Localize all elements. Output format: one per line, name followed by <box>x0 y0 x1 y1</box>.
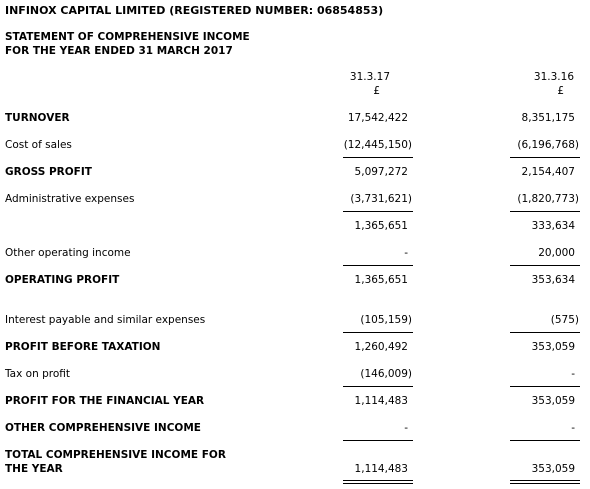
value-2016: (575) <box>550 314 579 326</box>
value-2017: 1,114,483 <box>354 463 408 475</box>
value-2017: 1,365,651 <box>354 274 408 286</box>
row-label: OPERATING PROFIT <box>5 274 120 286</box>
row-label: Administrative expenses <box>5 193 135 205</box>
row-total-comprehensive-income <box>0 462 590 478</box>
value-2016: 353,634 <box>531 274 575 286</box>
column-header-2016 <box>514 70 574 98</box>
row-label-line2: THE YEAR <box>5 463 63 475</box>
value-2016: 353,059 <box>531 395 575 407</box>
rule <box>343 211 413 212</box>
value-2017: - <box>404 247 408 259</box>
row-label: GROSS PROFIT <box>5 166 92 178</box>
value-2016: 333,634 <box>531 220 575 232</box>
value-2016: 8,351,175 <box>521 112 575 124</box>
value-2016: - <box>571 368 575 380</box>
value-2017: (3,731,621) <box>350 193 412 205</box>
value-2017: - <box>404 422 408 434</box>
row-operating-profit <box>0 273 590 289</box>
row-label: Interest payable and similar expenses <box>5 314 206 326</box>
row-label: Tax on profit <box>5 368 70 380</box>
row-label: PROFIT FOR THE FINANCIAL YEAR <box>5 395 205 407</box>
rule <box>510 265 580 266</box>
row-other-comprehensive-income <box>0 421 590 437</box>
row-administrative-expenses <box>0 192 590 208</box>
value-2017: 1,260,492 <box>354 341 408 353</box>
row-label-line1: TOTAL COMPREHENSIVE INCOME FOR <box>5 449 226 461</box>
value-2016: 353,059 <box>531 341 575 353</box>
row-tax-on-profit <box>0 367 590 383</box>
double-rule <box>343 480 413 484</box>
row-label: PROFIT BEFORE TAXATION <box>5 341 161 353</box>
row-label: TURNOVER <box>5 112 70 124</box>
value-2016: 353,059 <box>531 463 575 475</box>
rule <box>510 386 580 387</box>
value-2016: (1,820,773) <box>517 193 579 205</box>
rule <box>510 440 580 441</box>
column-date: 31.3.16 <box>533 71 574 83</box>
statement-title <box>5 30 250 58</box>
row-profit-before-taxation <box>0 340 590 356</box>
column-header-2017 <box>330 70 390 98</box>
row-gross-profit <box>0 165 590 181</box>
column-currency: £ <box>557 85 564 97</box>
rule <box>510 211 580 212</box>
value-2016: 20,000 <box>538 247 575 259</box>
row-subtotal <box>0 219 590 235</box>
rule <box>343 332 413 333</box>
value-2017: 17,542,422 <box>347 112 408 124</box>
row-cost-of-sales <box>0 138 590 154</box>
rule <box>343 386 413 387</box>
column-date: 31.3.17 <box>349 71 390 83</box>
value-2017: 1,365,651 <box>354 220 408 232</box>
double-rule <box>510 480 580 484</box>
value-2016: - <box>571 422 575 434</box>
rule <box>343 265 413 266</box>
row-turnover <box>0 111 590 127</box>
value-2017: (105,159) <box>360 314 412 326</box>
row-profit-for-financial-year <box>0 394 590 410</box>
row-other-operating-income <box>0 246 590 262</box>
value-2017: (12,445,150) <box>343 139 412 151</box>
row-label: OTHER COMPREHENSIVE INCOME <box>5 422 201 434</box>
value-2017: 1,114,483 <box>354 395 408 407</box>
row-label: Other operating income <box>5 247 131 259</box>
statement-title-line1: STATEMENT OF COMPREHENSIVE INCOME <box>5 31 250 43</box>
value-2016: 2,154,407 <box>521 166 575 178</box>
rule <box>343 157 413 158</box>
column-currency: £ <box>373 85 380 97</box>
value-2017: (146,009) <box>360 368 412 380</box>
rule <box>510 332 580 333</box>
rule <box>343 440 413 441</box>
row-label: Cost of sales <box>5 139 72 151</box>
row-interest-payable <box>0 313 590 329</box>
company-header: INFINOX CAPITAL LIMITED (REGISTERED NUMBER: 06854853) <box>5 4 384 17</box>
rule <box>510 157 580 158</box>
value-2017: 5,097,272 <box>354 166 408 178</box>
value-2016: (6,196,768) <box>517 139 579 151</box>
statement-title-line2: FOR THE YEAR ENDED 31 MARCH 2017 <box>5 45 233 57</box>
